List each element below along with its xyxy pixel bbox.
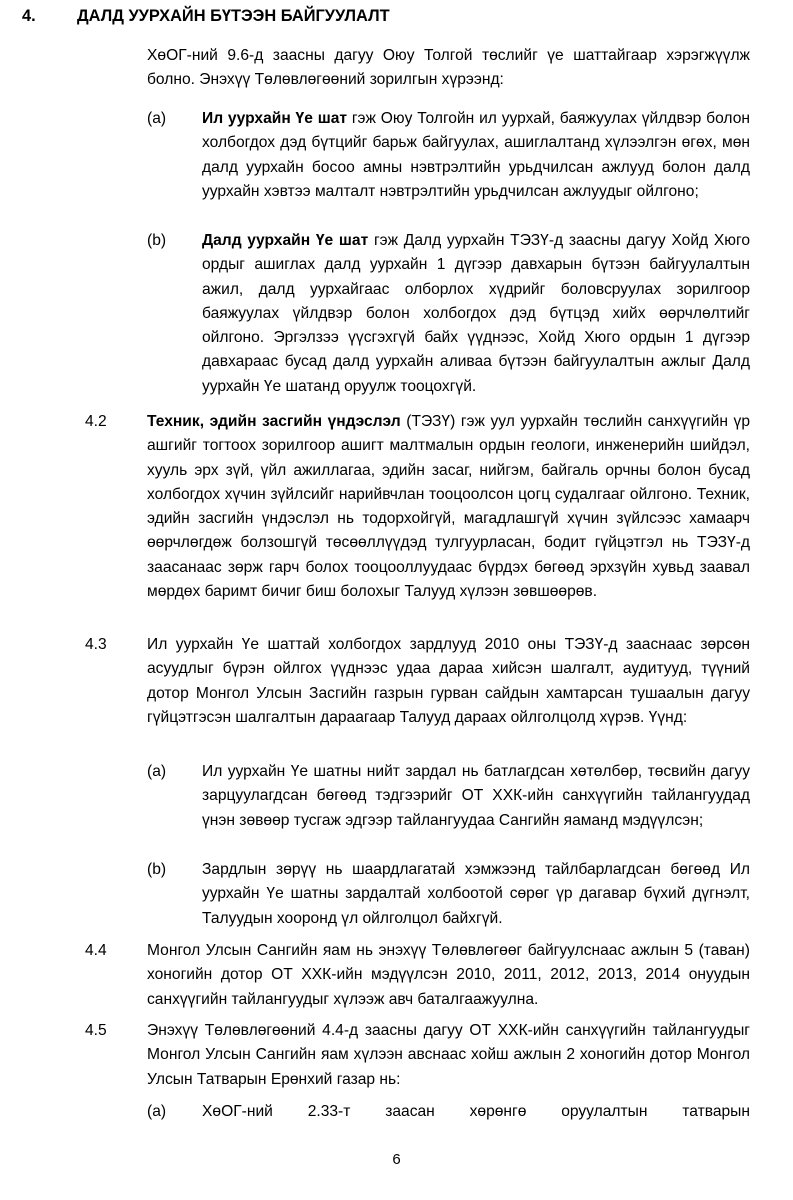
section-4-2-term: Техник, эдийн засгийн үндэслэл [147, 413, 401, 430]
section-4-5-paragraph: Энэхүү Төлөвлөгөөний 4.4-д заасны дагуу ОТ ХХК-ийн санхүүгийн тайлангуудыг Монгол Улсын Сангийн яам хүлээн авснаас хойш ажлын 2 хоногийн дотор Монгол Улсын Татварын Ерөнхий газар нь: [147, 1022, 750, 1088]
page-number: 6 [392, 1151, 401, 1168]
item-b-term: Далд уурхайн Үе шат [202, 232, 369, 249]
section-4-3-item-b-label: (b) [147, 861, 167, 878]
item-b-label: (b) [147, 232, 167, 249]
item-b-text: гэж Далд уурхайн ТЭЗҮ-д заасны дагуу Хойд Хюго ордыг ашиглах далд уурхайн 1 дүгээр давхарын бүтээн байгуулалтын ажил, далд уурхайгаас олборлох хүдрийг боловсруулах зорилгоор баяжуулах үйлдвэр болон холбогдох дэд бүтцэд хийх өөрчлөлтийг ойлгоно. Эргэлзээ үүсгэхгүй байх үүднээс, Хойд Хюго ордын 1 дүгээр давхараас бусад далд уурхайн аливаа бүтээн байгуулалтын ажлыг Далд уурхайн Үе шатанд оруулж тооцохгүй. [202, 232, 750, 395]
section-4-2-number: 4.2 [85, 413, 107, 430]
section-4-2-paragraph [147, 410, 750, 604]
item-a-label: (a) [147, 110, 167, 127]
section-4-3-item-b-paragraph: Зардлын зөрүү нь шаардлагатай хэмжээнд тайлбарлагдсан бөгөөд Ил уурхайн Үе шатны зардалтай холбоотой сөрөг үр дагавар бүхий дүгнэлт, Талуудын хооронд үл ойлголцол байхгүй. [202, 861, 750, 927]
section-4-3-paragraph: Ил уурхайн Үе шаттай холбогдох зардлууд 2010 оны ТЭЗҮ-д зааснаас зөрсөн асуудлыг бүрэн ойлгох үүднээс удаа дараа хийсэн шалгалт, аудитууд, түүний дотор Монгол Улсын Засгийн газрын гурван сайдын хамтарсан тушаалын дагуу гүйцэтгэсэн шалгалтын дараагаар Талууд дараах ойлголцолд хүрэв. Үүнд: [147, 636, 750, 726]
section-4-3-number: 4.3 [85, 636, 107, 653]
section-4-5-number: 4.5 [85, 1022, 107, 1039]
section-4-3-item-a-paragraph: Ил уурхайн Үе шатны нийт зардал нь батлагдсан хөтөлбөр, төсвийн дагуу зарцуулагдсан бөгөөд тэдгээрийг ОТ ХХК-ийн санхүүгийн тайлангуудад үнэн зөвөөр тусгаж эдгээр тайлангуудаа Сангийн яаманд мэдүүлсэн; [202, 763, 750, 829]
item-a-paragraph [202, 107, 750, 204]
item-a-term: Ил уурхайн Үе шат [202, 110, 348, 127]
section-title: ДАЛД УУРХАЙН БҮТЭЭН БАЙГУУЛАЛТ [77, 7, 390, 25]
section-number: 4. [22, 7, 36, 25]
item-a-text: гэж Оюу Толгойн ил уурхай, баяжуулах үйлдвэр болон холбогдох дэд бүтцийг барьж байгуулах, ашиглалтанд хүлээлгэн өгөх, мөн далд уурхайн босоо амны нэвтрэлтийн урьдчилсан ажлууд болон далд уурхайн хэвтээ малталт нэвтрэлтийн урьдчилсан ажлуудыг ойлгоно; [202, 110, 750, 200]
section-4-5-item-a-label: (a) [147, 1103, 167, 1120]
section-4-2-text: (ТЭЗҮ) гэж уул уурхайн төслийн санхүүгийн үр ашгийг тогтоох зорилгоор ашигт малтмалын ордын геологи, инженерийн шийдэл, хууль эрх зүй, үйл ажиллагаа, эдийн засаг, нийгэм, байгаль орчны болон бусад холбогдох хүчин зүйлсийг нарийвчлан тооцоолсон цогц судалгааг ойлгоно. Техник, эдийн засгийн үндэслэл нь тодорхойгүй, магадлашгүй хүчин зүйлсээс хамаарч өөрчлөгдөж болзошгүй төсөөллүүдэд тулгуурласан, бодит гүйцэтгэл нь ТЭЗҮ-д заасанаас зөрж гарч болох тооцооллуудаас бүрдэх бөгөөд эрхзүйн хувьд заавал мөрдөх баримт бичиг биш болохыг Талууд хүлээн зөвшөөрөв. [147, 413, 750, 601]
intro-paragraph: ХөОГ-ний 9.6-д заасны дагуу Оюу Толгой төслийг үе шаттайгаар хэрэгжүүлж болно. Энэхүү Төлөвлөгөөний зорилгын хүрээнд: [147, 47, 750, 89]
item-b-paragraph [202, 229, 750, 399]
section-4-5-item-a-paragraph: ХөОГ-ний 2.33-т заасан хөрөнгө оруулалтын татварын [202, 1103, 750, 1120]
section-4-4-number: 4.4 [85, 942, 107, 959]
section-heading [22, 4, 390, 28]
section-4-3-item-a-label: (a) [147, 763, 167, 780]
section-4-4-paragraph: Монгол Улсын Сангийн яам нь энэхүү Төлөвлөгөөг байгуулснаас ажлын 5 (таван) хоногийн дотор ОТ ХХК-ийн мэдүүлсэн 2010, 2011, 2012, 2013, 2014 онуудын санхүүгийн тайлангуудыг хүлээж авч баталгаажуулна. [147, 942, 750, 1008]
